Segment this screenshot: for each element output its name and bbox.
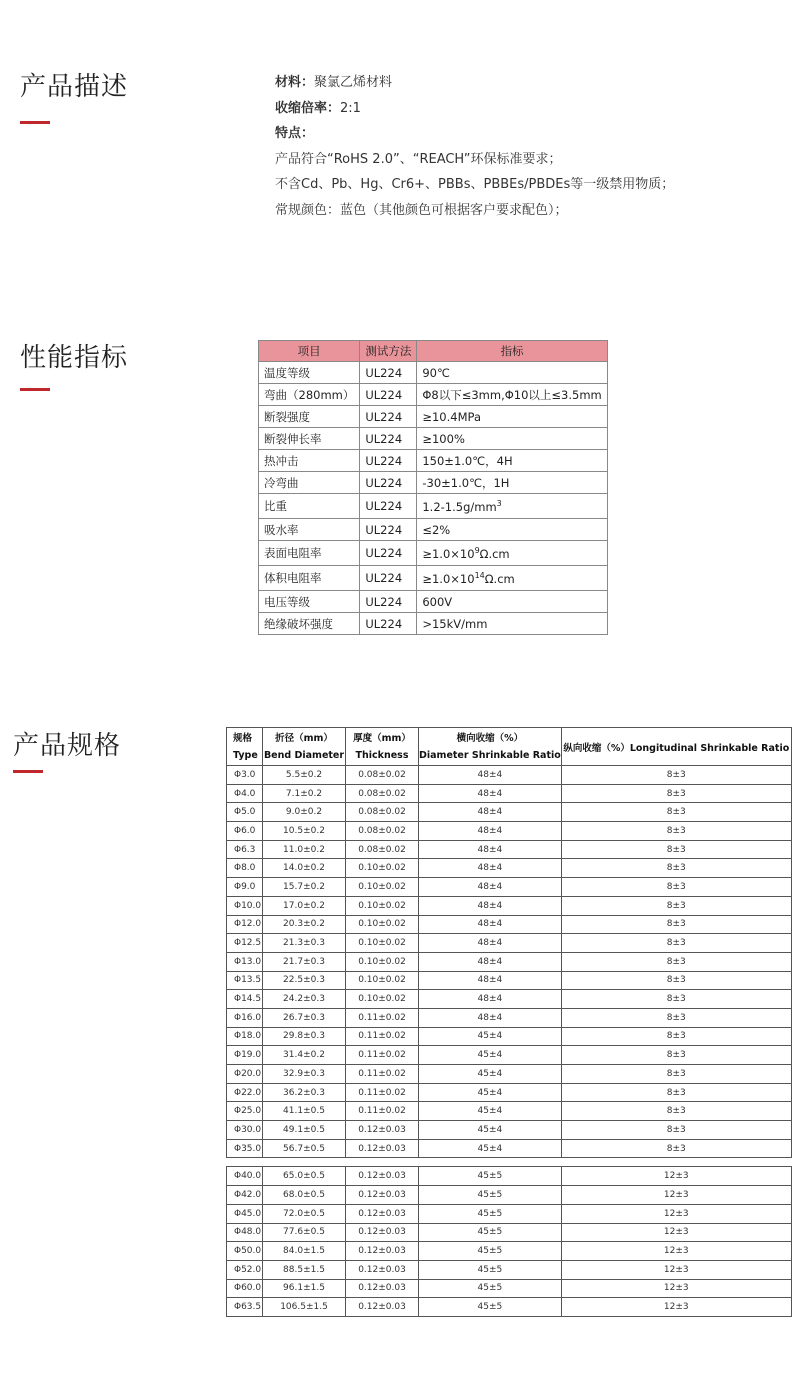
perf-item-cell: 电压等级 — [259, 591, 360, 613]
spec-bend-cell: 21.7±0.3 — [263, 952, 346, 971]
perf-value-text: Φ8以下≤3mm,Φ10以上≤3.5mm — [422, 387, 602, 402]
spec-type-cell: Φ40.0 — [227, 1167, 263, 1186]
spec-type-cell: Φ5.0 — [227, 803, 263, 822]
spec-row — [227, 1223, 792, 1242]
spec-diameter-ratio-cell: 45±5 — [419, 1186, 562, 1205]
spec-type-cell: Φ48.0 — [227, 1223, 263, 1242]
spec-longitudinal-ratio-cell: 8±3 — [561, 840, 791, 859]
spec-type-cell: Φ12.5 — [227, 934, 263, 953]
perf-value-cell — [417, 519, 607, 541]
spec-header-bend-cn: 折径（mm） — [263, 728, 346, 747]
spec-type-cell: Φ3.0 — [227, 766, 263, 785]
spec-bend-cell: 56.7±0.5 — [263, 1139, 346, 1158]
ratio-label: 收缩倍率： — [275, 100, 341, 116]
spec-longitudinal-ratio-cell: 12±3 — [561, 1298, 791, 1317]
spec-header-row-cn — [227, 728, 792, 747]
perf-method-cell: UL224 — [360, 519, 417, 541]
spec-type-cell: Φ16.0 — [227, 1008, 263, 1027]
perf-value-text: 1.2-1.5g/mm — [422, 499, 497, 514]
spec-longitudinal-ratio-cell: 8±3 — [561, 784, 791, 803]
spec-longitudinal-ratio-cell: 8±3 — [561, 1139, 791, 1158]
description-title: 产品描述 — [20, 72, 129, 102]
perf-method-cell: UL224 — [360, 428, 417, 450]
spec-diameter-ratio-cell: 48±4 — [419, 952, 562, 971]
performance-table-body — [259, 362, 608, 635]
spec-thickness-cell: 0.10±0.02 — [346, 952, 419, 971]
spec-row — [227, 1027, 792, 1046]
spec-row — [227, 1279, 792, 1298]
spec-title: 产品规格 — [13, 731, 122, 761]
spec-thickness-cell: 0.12±0.03 — [346, 1279, 419, 1298]
perf-value-text: 150±1.0℃，4H — [422, 453, 513, 468]
perf-item-cell: 表面电阻率 — [259, 541, 360, 566]
spec-header-thickness-en: Thickness — [346, 746, 419, 766]
perf-item-cell: 绝缘破坏强度 — [259, 613, 360, 635]
perf-method-cell: UL224 — [360, 613, 417, 635]
spec-thickness-cell: 0.11±0.02 — [346, 1008, 419, 1027]
spec-longitudinal-ratio-cell: 8±3 — [561, 896, 791, 915]
spec-thickness-cell: 0.10±0.02 — [346, 990, 419, 1009]
performance-row — [259, 494, 608, 519]
spec-thickness-cell: 0.12±0.03 — [346, 1186, 419, 1205]
spec-thickness-cell: 0.11±0.02 — [346, 1027, 419, 1046]
performance-table — [258, 340, 608, 635]
spec-thickness-cell: 0.11±0.02 — [346, 1083, 419, 1102]
spec-bend-cell: 7.1±0.2 — [263, 784, 346, 803]
product-description — [275, 70, 674, 223]
perf-header-method: 测试方法 — [360, 341, 417, 362]
perf-value-cell — [417, 406, 607, 428]
spec-longitudinal-ratio-cell: 8±3 — [561, 766, 791, 785]
spec-bend-cell: 65.0±0.5 — [263, 1167, 346, 1186]
spec-thickness-cell: 0.10±0.02 — [346, 859, 419, 878]
spec-diameter-ratio-cell: 48±4 — [419, 896, 562, 915]
perf-value-exponent: 14 — [474, 570, 485, 580]
spec-header-bend-en: Bend Diameter — [263, 746, 346, 766]
spec-thickness-cell: 0.12±0.03 — [346, 1260, 419, 1279]
feature-line-1: 产品符合“RoHS 2.0”、“REACH”环保标准要求； — [275, 151, 562, 167]
spec-bend-cell: 31.4±0.2 — [263, 1046, 346, 1065]
spec-bend-cell: 72.0±0.5 — [263, 1204, 346, 1223]
spec-row — [227, 1046, 792, 1065]
spec-longitudinal-ratio-cell: 8±3 — [561, 878, 791, 897]
perf-method-cell: UL224 — [360, 384, 417, 406]
spec-thickness-cell: 0.08±0.02 — [346, 840, 419, 859]
spec-accent-line — [13, 770, 43, 773]
perf-item-cell: 热冲击 — [259, 450, 360, 472]
spec-thickness-cell: 0.10±0.02 — [346, 971, 419, 990]
spec-thickness-cell: 0.12±0.03 — [346, 1223, 419, 1242]
perf-value-cell — [417, 541, 607, 566]
features-label: 特点： — [275, 126, 315, 141]
spec-header-thickness-cn: 厚度（mm） — [346, 728, 419, 747]
spec-diameter-ratio-cell: 45±5 — [419, 1298, 562, 1317]
perf-value-text: ≤2% — [422, 522, 451, 537]
performance-row — [259, 541, 608, 566]
perf-value-cell — [417, 566, 607, 591]
spec-longitudinal-ratio-cell: 8±3 — [561, 1083, 791, 1102]
spec-bend-cell: 77.6±0.5 — [263, 1223, 346, 1242]
spec-thickness-cell: 0.08±0.02 — [346, 766, 419, 785]
spec-row — [227, 915, 792, 934]
spec-thickness-cell: 0.11±0.02 — [346, 1046, 419, 1065]
spec-diameter-ratio-cell: 48±4 — [419, 934, 562, 953]
spec-row — [227, 1298, 792, 1317]
performance-row — [259, 362, 608, 384]
spec-row — [227, 952, 792, 971]
perf-item-cell: 吸水率 — [259, 519, 360, 541]
material-value: 聚氯乙烯材料 — [314, 75, 393, 90]
spec-type-cell: Φ4.0 — [227, 784, 263, 803]
performance-row — [259, 406, 608, 428]
spec-diameter-ratio-cell: 48±4 — [419, 1008, 562, 1027]
performance-row — [259, 384, 608, 406]
perf-value-cell — [417, 384, 607, 406]
spec-row — [227, 1102, 792, 1121]
perf-value-text: 600V — [422, 594, 453, 609]
perf-value-exponent: 3 — [496, 498, 502, 508]
spec-header-diameter-en: Diameter Shrinkable Ratio — [419, 746, 562, 766]
perf-value-text: 90℃ — [422, 365, 450, 380]
spec-type-cell: Φ30.0 — [227, 1121, 263, 1140]
spec-bend-cell: 29.8±0.3 — [263, 1027, 346, 1046]
spec-row — [227, 1065, 792, 1084]
spec-row — [227, 766, 792, 785]
spec-diameter-ratio-cell: 45±4 — [419, 1139, 562, 1158]
spec-row — [227, 1167, 792, 1186]
spec-group-separator — [227, 1158, 792, 1167]
spec-bend-cell: 22.5±0.3 — [263, 971, 346, 990]
description-accent-line — [20, 121, 50, 124]
spec-row — [227, 934, 792, 953]
spec-row — [227, 840, 792, 859]
perf-value-cell — [417, 450, 607, 472]
spec-type-cell: Φ13.5 — [227, 971, 263, 990]
performance-row — [259, 450, 608, 472]
spec-longitudinal-ratio-cell: 12±3 — [561, 1186, 791, 1205]
spec-diameter-ratio-cell: 45±4 — [419, 1046, 562, 1065]
perf-method-cell: UL224 — [360, 494, 417, 519]
perf-header-value: 指标 — [417, 341, 607, 362]
perf-value-cell — [417, 362, 607, 384]
spec-bend-cell: 15.7±0.2 — [263, 878, 346, 897]
perf-method-cell: UL224 — [360, 450, 417, 472]
spec-row — [227, 784, 792, 803]
spec-bend-cell: 41.1±0.5 — [263, 1102, 346, 1121]
spec-bend-cell: 5.5±0.2 — [263, 766, 346, 785]
perf-value-cell — [417, 428, 607, 450]
spec-group-separator-cell — [227, 1158, 792, 1167]
material-row — [275, 70, 674, 96]
spec-longitudinal-ratio-cell: 8±3 — [561, 1046, 791, 1065]
spec-row — [227, 1242, 792, 1261]
perf-value-text: >15kV/mm — [422, 616, 488, 631]
spec-row — [227, 1260, 792, 1279]
perf-method-cell: UL224 — [360, 591, 417, 613]
performance-title: 性能指标 — [20, 343, 129, 373]
performance-accent-line — [20, 388, 50, 391]
spec-diameter-ratio-cell: 48±4 — [419, 803, 562, 822]
spec-type-cell: Φ22.0 — [227, 1083, 263, 1102]
performance-row — [259, 591, 608, 613]
spec-diameter-ratio-cell: 48±4 — [419, 859, 562, 878]
spec-type-cell: Φ52.0 — [227, 1260, 263, 1279]
spec-bend-cell: 17.0±0.2 — [263, 896, 346, 915]
spec-header-longitudinal: 纵向收缩（%）Longitudinal Shrinkable Ratio — [561, 728, 791, 766]
spec-type-cell: Φ63.5 — [227, 1298, 263, 1317]
spec-row — [227, 1121, 792, 1140]
spec-diameter-ratio-cell: 48±4 — [419, 822, 562, 841]
perf-value-text: -30±1.0℃，1H — [422, 475, 510, 490]
spec-diameter-ratio-cell: 48±4 — [419, 915, 562, 934]
spec-thickness-cell: 0.12±0.03 — [346, 1121, 419, 1140]
spec-header-type-cn: 规格 — [227, 728, 263, 747]
spec-thickness-cell: 0.12±0.03 — [346, 1139, 419, 1158]
performance-row — [259, 519, 608, 541]
perf-value-cell — [417, 591, 607, 613]
spec-bend-cell: 32.9±0.3 — [263, 1065, 346, 1084]
spec-row — [227, 1083, 792, 1102]
spec-thickness-cell: 0.10±0.02 — [346, 934, 419, 953]
spec-bend-cell: 96.1±1.5 — [263, 1279, 346, 1298]
spec-bend-cell: 9.0±0.2 — [263, 803, 346, 822]
spec-type-cell: Φ6.3 — [227, 840, 263, 859]
spec-longitudinal-ratio-cell: 12±3 — [561, 1242, 791, 1261]
spec-bend-cell: 21.3±0.3 — [263, 934, 346, 953]
spec-longitudinal-ratio-cell: 8±3 — [561, 990, 791, 1009]
spec-longitudinal-ratio-cell: 8±3 — [561, 1121, 791, 1140]
spec-table — [226, 727, 792, 1317]
spec-bend-cell: 26.7±0.3 — [263, 1008, 346, 1027]
perf-item-cell: 冷弯曲 — [259, 472, 360, 494]
perf-value-text: ≥1.0×10 — [422, 571, 475, 586]
spec-thickness-cell: 0.12±0.03 — [346, 1242, 419, 1261]
perf-item-cell: 弯曲（280mm） — [259, 384, 360, 406]
spec-bend-cell: 20.3±0.2 — [263, 915, 346, 934]
spec-diameter-ratio-cell: 45±5 — [419, 1223, 562, 1242]
perf-value-text: ≥10.4MPa — [422, 409, 481, 424]
spec-diameter-ratio-cell: 45±5 — [419, 1204, 562, 1223]
spec-thickness-cell: 0.10±0.02 — [346, 896, 419, 915]
spec-type-cell: Φ25.0 — [227, 1102, 263, 1121]
spec-type-cell: Φ45.0 — [227, 1204, 263, 1223]
feature-line-2: 不含Cd、Pb、Hg、Cr6+、PBBs、PBBEs/PBDEs等一级禁用物质； — [275, 177, 675, 192]
perf-item-cell: 温度等级 — [259, 362, 360, 384]
performance-row — [259, 428, 608, 450]
spec-type-cell: Φ60.0 — [227, 1279, 263, 1298]
perf-value-cell — [417, 494, 607, 519]
perf-item-cell: 断裂强度 — [259, 406, 360, 428]
spec-type-cell: Φ10.0 — [227, 896, 263, 915]
spec-longitudinal-ratio-cell: 8±3 — [561, 952, 791, 971]
spec-thickness-cell: 0.12±0.03 — [346, 1167, 419, 1186]
performance-header-row — [259, 341, 608, 362]
spec-longitudinal-ratio-cell: 12±3 — [561, 1204, 791, 1223]
spec-row — [227, 859, 792, 878]
spec-type-cell: Φ50.0 — [227, 1242, 263, 1261]
spec-diameter-ratio-cell: 48±4 — [419, 990, 562, 1009]
spec-longitudinal-ratio-cell: 12±3 — [561, 1167, 791, 1186]
material-label: 材料： — [275, 75, 315, 90]
spec-longitudinal-ratio-cell: 8±3 — [561, 1027, 791, 1046]
spec-longitudinal-ratio-cell: 12±3 — [561, 1260, 791, 1279]
spec-diameter-ratio-cell: 48±4 — [419, 878, 562, 897]
spec-bend-cell: 88.5±1.5 — [263, 1260, 346, 1279]
perf-method-cell: UL224 — [360, 406, 417, 428]
perf-item-cell: 体积电阻率 — [259, 566, 360, 591]
ratio-value: 2:1 — [340, 100, 361, 116]
spec-longitudinal-ratio-cell: 8±3 — [561, 822, 791, 841]
spec-longitudinal-ratio-cell: 8±3 — [561, 1065, 791, 1084]
spec-diameter-ratio-cell: 45±4 — [419, 1102, 562, 1121]
perf-value-text: ≥100% — [422, 431, 465, 446]
spec-bend-cell: 106.5±1.5 — [263, 1298, 346, 1317]
spec-thickness-cell: 0.11±0.02 — [346, 1102, 419, 1121]
spec-longitudinal-ratio-cell: 8±3 — [561, 971, 791, 990]
spec-type-cell: Φ8.0 — [227, 859, 263, 878]
spec-diameter-ratio-cell: 45±4 — [419, 1083, 562, 1102]
spec-type-cell: Φ12.0 — [227, 915, 263, 934]
spec-row — [227, 1008, 792, 1027]
spec-diameter-ratio-cell: 45±4 — [419, 1065, 562, 1084]
spec-diameter-ratio-cell: 45±5 — [419, 1260, 562, 1279]
performance-row — [259, 472, 608, 494]
spec-row — [227, 1186, 792, 1205]
spec-header-diameter-cn: 横向收缩（%） — [419, 728, 562, 747]
spec-diameter-ratio-cell: 45±5 — [419, 1279, 562, 1298]
spec-diameter-ratio-cell: 48±4 — [419, 766, 562, 785]
spec-longitudinal-ratio-cell: 8±3 — [561, 934, 791, 953]
perf-method-cell: UL224 — [360, 566, 417, 591]
spec-diameter-ratio-cell: 45±5 — [419, 1167, 562, 1186]
spec-longitudinal-ratio-cell: 12±3 — [561, 1223, 791, 1242]
feature-line-3: 常规颜色：蓝色（其他颜色可根据客户要求配色）； — [275, 202, 568, 218]
spec-diameter-ratio-cell: 48±4 — [419, 784, 562, 803]
perf-value-exponent: 9 — [474, 545, 480, 555]
spec-row — [227, 878, 792, 897]
spec-longitudinal-ratio-cell: 8±3 — [561, 915, 791, 934]
spec-thickness-cell: 0.10±0.02 — [346, 878, 419, 897]
spec-thickness-cell: 0.12±0.03 — [346, 1298, 419, 1317]
perf-method-cell: UL224 — [360, 362, 417, 384]
spec-thickness-cell: 0.11±0.02 — [346, 1065, 419, 1084]
perf-method-cell: UL224 — [360, 472, 417, 494]
spec-type-cell: Φ13.0 — [227, 952, 263, 971]
spec-bend-cell: 49.1±0.5 — [263, 1121, 346, 1140]
spec-thickness-cell: 0.08±0.02 — [346, 784, 419, 803]
spec-type-cell: Φ14.5 — [227, 990, 263, 1009]
spec-bend-cell: 84.0±1.5 — [263, 1242, 346, 1261]
spec-row — [227, 971, 792, 990]
perf-item-cell: 断裂伸长率 — [259, 428, 360, 450]
spec-type-cell: Φ9.0 — [227, 878, 263, 897]
spec-diameter-ratio-cell: 45±5 — [419, 1242, 562, 1261]
spec-longitudinal-ratio-cell: 8±3 — [561, 859, 791, 878]
perf-item-cell: 比重 — [259, 494, 360, 519]
spec-row — [227, 822, 792, 841]
spec-bend-cell: 68.0±0.5 — [263, 1186, 346, 1205]
perf-value-cell — [417, 472, 607, 494]
spec-row — [227, 896, 792, 915]
spec-type-cell: Φ19.0 — [227, 1046, 263, 1065]
performance-row — [259, 613, 608, 635]
perf-value-cell — [417, 613, 607, 635]
spec-diameter-ratio-cell: 48±4 — [419, 971, 562, 990]
perf-value-text: ≥1.0×10 — [422, 546, 475, 561]
spec-longitudinal-ratio-cell: 8±3 — [561, 1008, 791, 1027]
spec-bend-cell: 11.0±0.2 — [263, 840, 346, 859]
spec-longitudinal-ratio-cell: 12±3 — [561, 1279, 791, 1298]
perf-value-unit: Ω.cm — [484, 571, 515, 586]
spec-row — [227, 1204, 792, 1223]
spec-longitudinal-ratio-cell: 8±3 — [561, 1102, 791, 1121]
spec-thickness-cell: 0.10±0.02 — [346, 915, 419, 934]
spec-header-type-en: Type — [227, 746, 263, 766]
spec-thickness-cell: 0.08±0.02 — [346, 803, 419, 822]
spec-thickness-cell: 0.12±0.03 — [346, 1204, 419, 1223]
spec-row — [227, 990, 792, 1009]
spec-type-cell: Φ18.0 — [227, 1027, 263, 1046]
perf-header-item: 项目 — [259, 341, 360, 362]
spec-bend-cell: 14.0±0.2 — [263, 859, 346, 878]
perf-value-unit: Ω.cm — [479, 546, 510, 561]
spec-thickness-cell: 0.08±0.02 — [346, 822, 419, 841]
spec-bend-cell: 36.2±0.3 — [263, 1083, 346, 1102]
spec-diameter-ratio-cell: 45±4 — [419, 1027, 562, 1046]
spec-type-cell: Φ35.0 — [227, 1139, 263, 1158]
spec-table-body — [227, 766, 792, 1317]
spec-row — [227, 803, 792, 822]
spec-type-cell: Φ42.0 — [227, 1186, 263, 1205]
spec-bend-cell: 10.5±0.2 — [263, 822, 346, 841]
spec-type-cell: Φ6.0 — [227, 822, 263, 841]
spec-bend-cell: 24.2±0.3 — [263, 990, 346, 1009]
perf-method-cell: UL224 — [360, 541, 417, 566]
spec-diameter-ratio-cell: 45±4 — [419, 1121, 562, 1140]
performance-row — [259, 566, 608, 591]
spec-diameter-ratio-cell: 48±4 — [419, 840, 562, 859]
spec-longitudinal-ratio-cell: 8±3 — [561, 803, 791, 822]
spec-type-cell: Φ20.0 — [227, 1065, 263, 1084]
spec-row — [227, 1139, 792, 1158]
ratio-row — [275, 96, 674, 122]
